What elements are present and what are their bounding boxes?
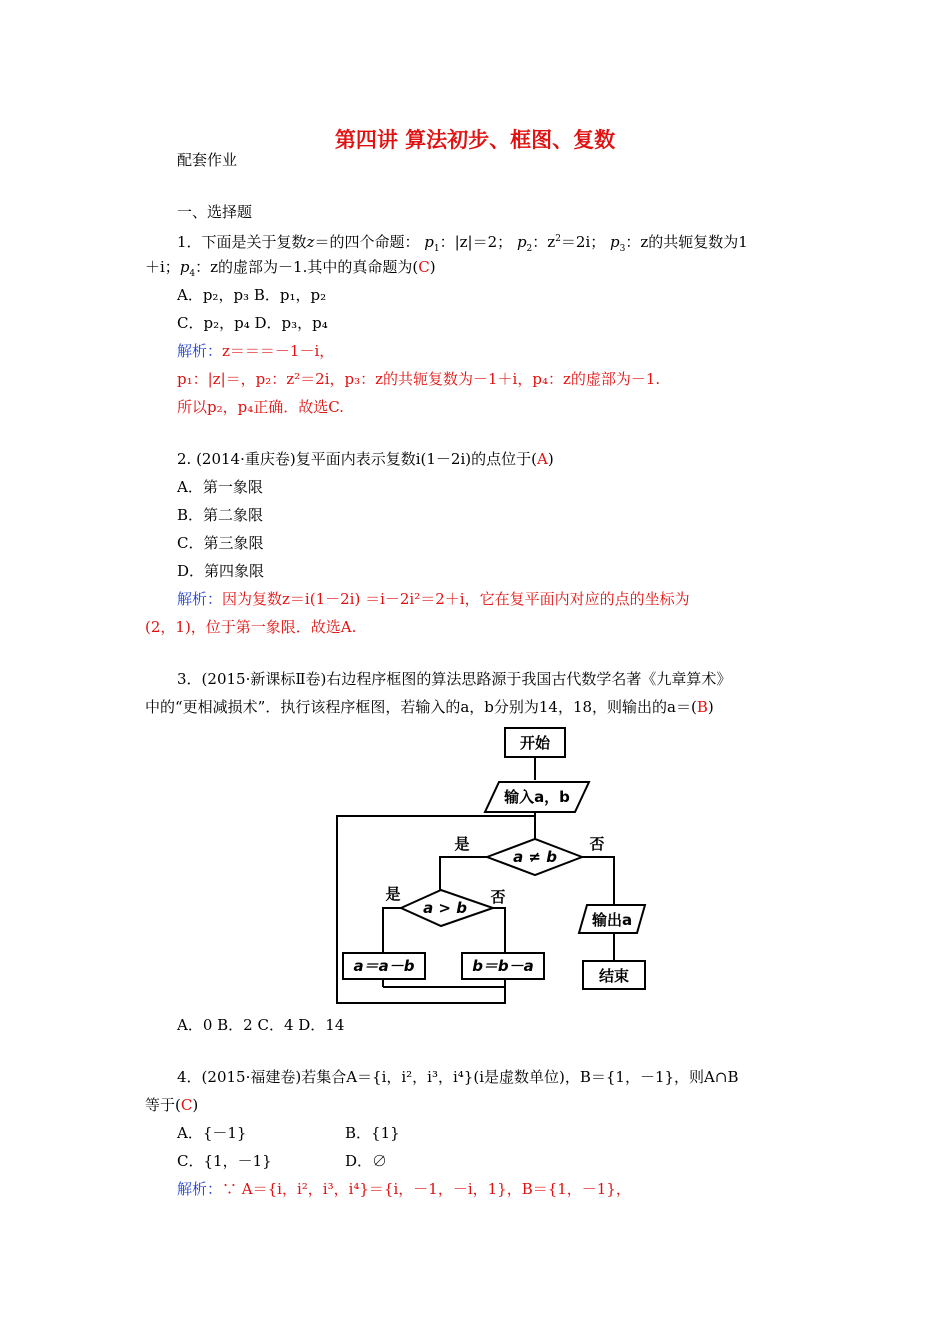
q2-jiexi-label: 解析： — [177, 590, 223, 608]
q2-option-c: C．第三象限 — [177, 534, 264, 552]
q2-answer: A — [536, 450, 548, 468]
q3-stem-line2: 中的“更相减损术”．执行该程序框图，若输入的a，b分别为14，18，则输出的a＝(B) — [145, 698, 714, 716]
cond2-no-label: 否 — [490, 888, 506, 906]
q1-jiexi-label: 解析： — [177, 342, 223, 360]
q2-option-d: D．第四象限 — [177, 562, 265, 580]
cond2-yes-label: 是 — [385, 885, 401, 903]
start-node — [505, 728, 565, 757]
q2-explanation-line1: 解析：因为复数z＝i(1－2i) ＝i－2i²＝2＋i，它在复平面内对应的点的坐标为 — [177, 590, 690, 608]
subtitle: 配套作业 — [177, 151, 238, 169]
q4-stem-line1: 4．(2015·福建卷)若集合A＝{i，i²，i³，i⁴}(i是虚数单位)，B＝{1，－1}，则A∩B — [177, 1068, 739, 1086]
cond1-no-label: 否 — [589, 835, 605, 853]
q4-stem-line2: 等于(C) — [145, 1096, 199, 1114]
q2-explanation-line2: (2，1)，位于第一象限．故选A. — [145, 618, 357, 636]
q1-stem-line2: ＋i；$p_4$：z的虚部为－1.其中的真命题为(C) — [145, 258, 436, 279]
q4-answer: C — [180, 1096, 193, 1114]
q2-stem: 2. (2014·重庆卷)复平面内表示复数i(1－2i)的点位于(A) — [177, 450, 554, 468]
section-heading: 一、选择题 — [177, 203, 253, 221]
decision-a-not-equal-b — [487, 839, 582, 875]
q3-options: A．0 B．2 C．4 D．14 — [177, 1016, 345, 1034]
assign-a-label: a＝a－b — [353, 957, 415, 975]
q1-explanation-line2: p₁：|z|＝，p₂：z²＝2i，p₃：z的共轭复数为－1＋i，p₄：z的虚部为－1. — [177, 370, 661, 388]
q4-option-b: B．{1} — [345, 1124, 400, 1142]
q1-options-ab: A．p₂，p₃ B．p₁，p₂ — [177, 286, 327, 304]
assign-a-node — [343, 953, 425, 979]
q3-stem-line1: 3．(2015·新课标Ⅱ卷)右边程序框图的算法思路源于我国古代数学名著《九章算术》 — [177, 670, 732, 688]
cond1-yes-label: 是 — [454, 835, 470, 853]
q4-option-a: A．{－1} — [177, 1124, 247, 1142]
q3-answer: B — [696, 698, 708, 716]
output-node — [579, 905, 645, 933]
q4-explanation-line1: 解析：∵ A＝{i，i²，i³，i⁴}＝{i，－1，－i，1}，B＝{1，－1}， — [177, 1180, 631, 1198]
q1-options-cd: C．p₂，p₄ D．p₃，p₄ — [177, 314, 328, 332]
q4-option-d: D．∅ — [345, 1152, 388, 1170]
q1-explanation-line3: 所以p₂，p₄正确．故选C. — [177, 398, 344, 416]
assign-b-label: b＝b－a — [472, 957, 534, 975]
start-label: 开始 — [519, 734, 551, 752]
end-node — [583, 961, 645, 989]
q4-option-c: C．{1，－1} — [177, 1152, 272, 1170]
cond1-label: a ≠ b — [513, 848, 557, 866]
q2-option-b: B．第二象限 — [177, 506, 264, 524]
assign-b-node — [462, 953, 544, 979]
input-label: 输入a，b — [504, 788, 570, 806]
q2-option-a: A．第一象限 — [177, 478, 263, 496]
page-title: 第四讲 算法初步、框图、复数 — [334, 128, 616, 152]
end-label: 结束 — [598, 967, 630, 985]
q4-jiexi-label: 解析： — [177, 1180, 223, 1198]
output-label: 输出a — [591, 911, 633, 929]
q1-stem-line1: 1．下面是关于复数z＝的四个命题： $p_1$：|z|＝2； $p_2$：$z^2=2i$； $p_3$：z的共轭复数为1 — [177, 233, 748, 254]
q1-explanation-line1: 解析：z＝＝＝－1－i， — [177, 342, 335, 360]
decision-a-greater-b — [401, 890, 493, 926]
flowchart — [335, 725, 650, 1010]
cond2-label: a > b — [423, 899, 467, 917]
input-node — [485, 782, 589, 812]
q1-answer: C — [418, 258, 430, 276]
